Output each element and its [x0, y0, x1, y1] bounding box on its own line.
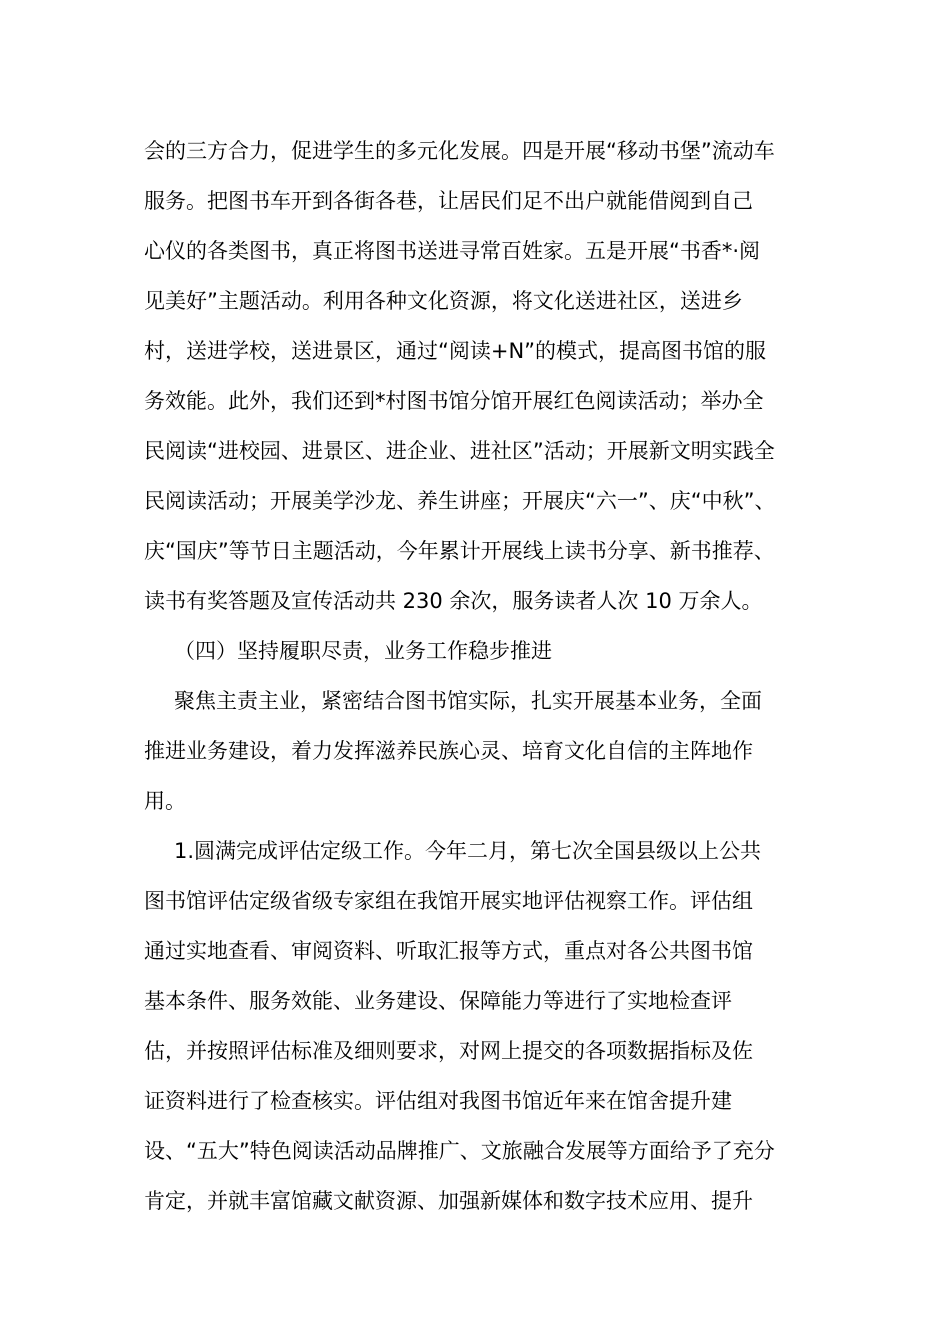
- paragraph-activities: [144, 126, 808, 626]
- text-line: 读书有奖答题及宣传活动共 230 余次，服务读者人次 10 万余人。: [144, 589, 763, 613]
- text-line: 庆“国庆”等节日主题活动，今年累计开展线上读书分享、新书推荐、: [144, 539, 775, 563]
- text-line: 用。: [144, 789, 186, 813]
- text-line: 民阅读“进校园、进景区、进企业、进社区”活动；开展新文明实践全: [144, 439, 775, 463]
- text-line: 会的三方合力，促进学生的多元化发展。四是开展“移动书堡”流动车: [144, 139, 775, 163]
- text-line: 心仪的各类图书，真正将图书送进寻常百姓家。五是开展“书香*·阅: [144, 239, 761, 263]
- text-line: 估，并按照评估标准及细则要求，对网上提交的各项数据指标及佐: [144, 1039, 753, 1063]
- section-heading: （四）坚持履职尽责，业务工作稳步推进: [174, 639, 552, 663]
- text-line: 见美好”主题活动。利用各种文化资源，将文化送进社区，送进乡: [144, 289, 743, 313]
- text-line: 设、“五大”特色阅读活动品牌推广、文旅融合发展等方面给予了充分: [144, 1139, 775, 1163]
- document-body: [144, 126, 808, 1226]
- text-line: 务效能。此外，我们还到*村图书馆分馆开展红色阅读活动；举办全: [144, 389, 764, 413]
- text-line: 肯定，并就丰富馆藏文献资源、加强新媒体和数字技术应用、提升: [144, 1189, 753, 1213]
- text-line: 村，送进学校，送进景区，通过“阅读+N”的模式，提高图书馆的服: [144, 339, 767, 363]
- text-line: 证资料进行了检查核实。评估组对我图书馆近年来在馆舍提升建: [144, 1089, 732, 1113]
- text-line: 通过实地查看、审阅资料、听取汇报等方式，重点对各公共图书馆: [144, 939, 753, 963]
- text-line: 1.圆满完成评估定级工作。今年二月，第七次全国县级以上公共: [174, 839, 762, 863]
- text-line: 推进业务建设，着力发挥滋养民族心灵、培育文化自信的主阵地作: [144, 739, 753, 763]
- text-line: 图书馆评估定级省级专家组在我馆开展实地评估视察工作。评估组: [144, 889, 753, 913]
- text-line: 服务。把图书车开到各街各巷，让居民们足不出户就能借阅到自己: [144, 189, 753, 213]
- text-line: 基本条件、服务效能、业务建设、保障能力等进行了实地检查评: [144, 989, 732, 1013]
- text-line: 民阅读活动；开展美学沙龙、养生讲座；开展庆“六一”、庆“中秋”、: [144, 489, 776, 513]
- paragraph-evaluation: [144, 826, 808, 1226]
- text-line: 聚焦主责主业，紧密结合图书馆实际，扎实开展基本业务，全面: [174, 689, 762, 713]
- paragraph-business-focus: [144, 676, 808, 826]
